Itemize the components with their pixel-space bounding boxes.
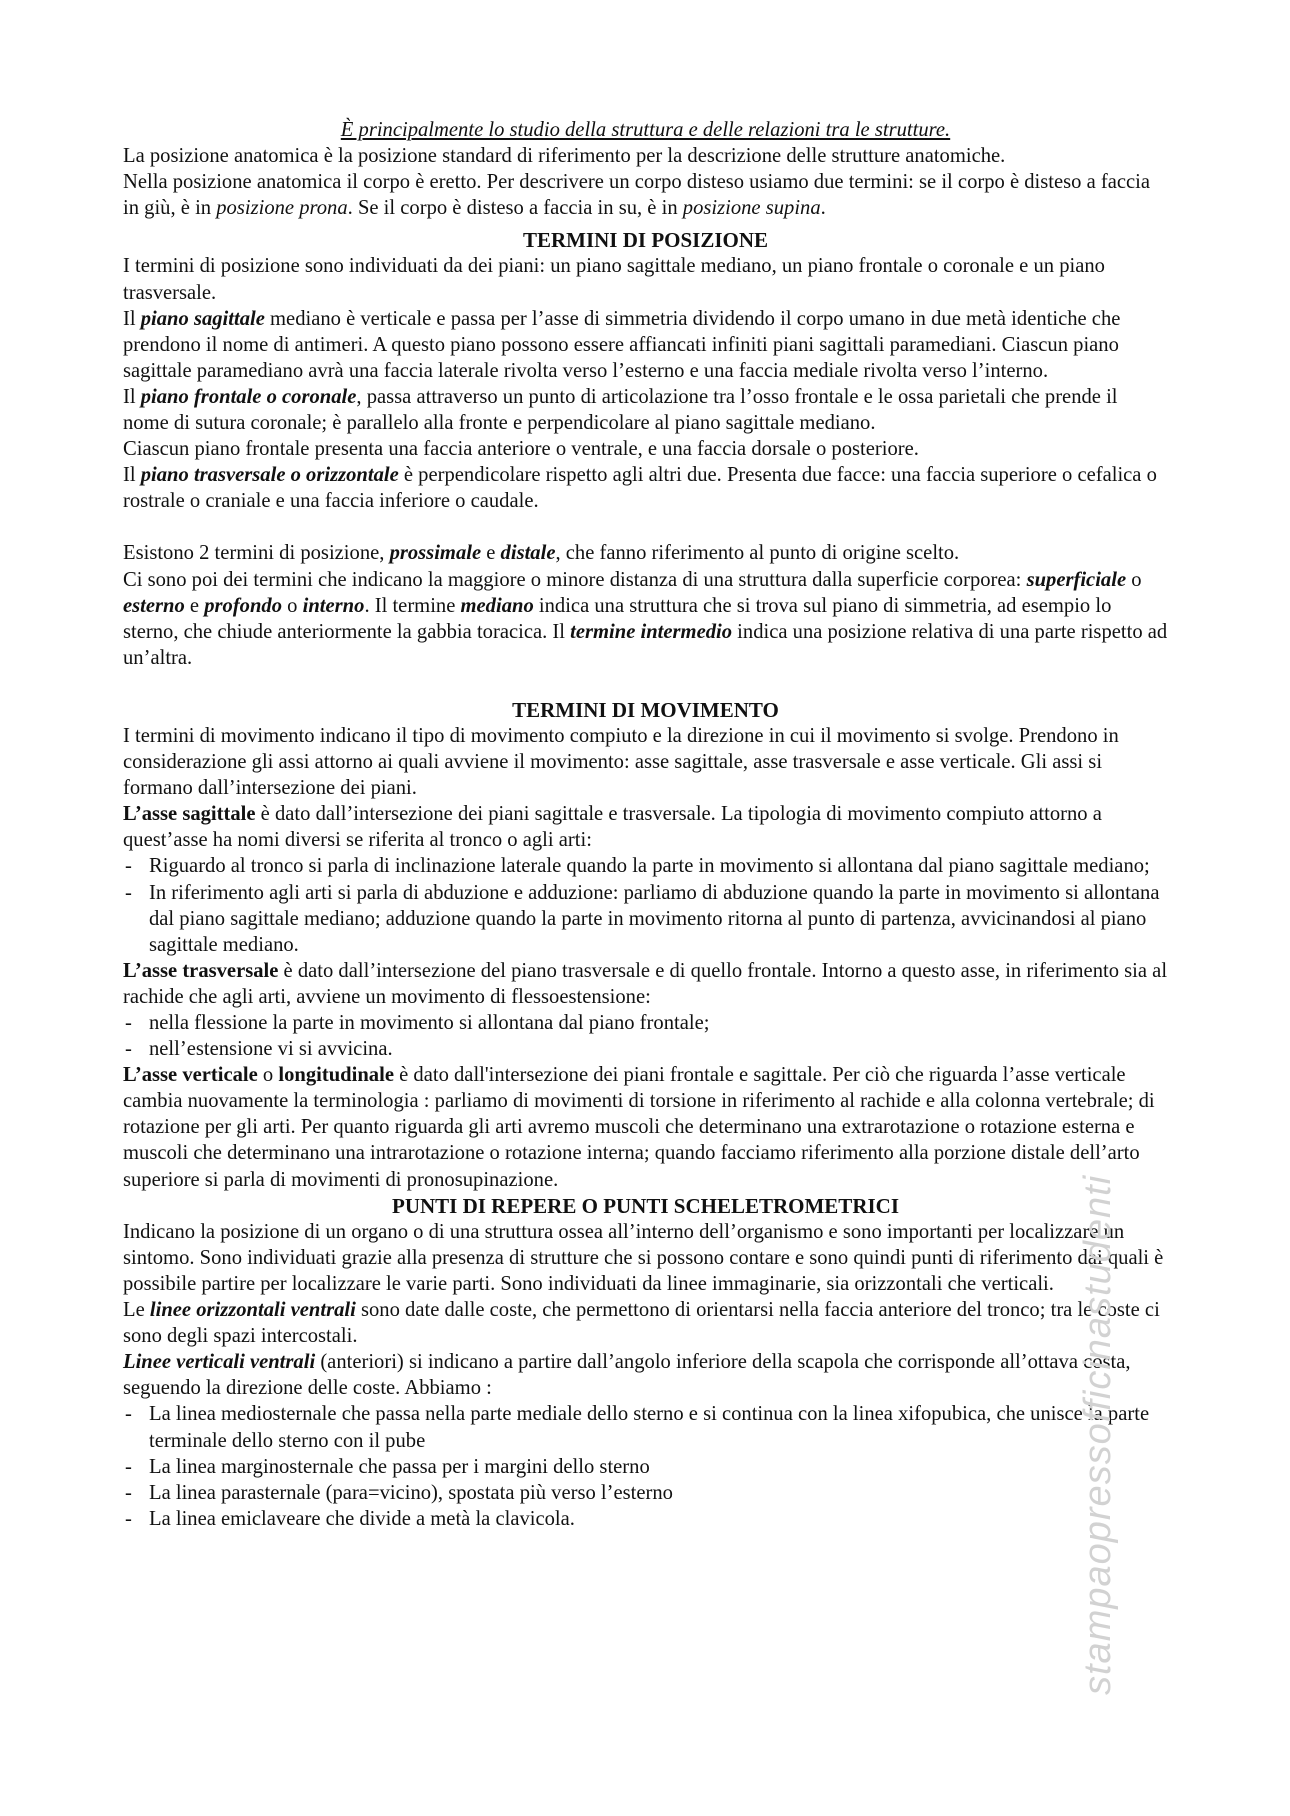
term-linee-verticali: Linee verticali ventrali bbox=[123, 1351, 316, 1374]
term-asse-verticale: L’asse verticale bbox=[123, 1064, 258, 1087]
posizione-paragraph-1: I termini di posizione sono individuati da dei piani: un piano sagittale mediano, un piano frontale o coronale e un piano trasversale. bbox=[123, 255, 1105, 304]
movimento-paragraph-sagittale: L’asse sagittale è dato dall’intersezione dei piani sagittale e trasversale. La tipologia di movimento compiuto attorno a quest’asse ha nomi diversi se riferita al tronco o agli arti: bbox=[123, 803, 1102, 852]
term-mediano: mediano bbox=[460, 594, 534, 617]
term-distale: distale bbox=[500, 542, 556, 565]
list-item: - Riguardo al tronco si parla di inclinazione laterale quando la parte in movimento si allontana dal piano sagittale mediano; bbox=[123, 853, 1168, 879]
list-item: - In riferimento agli arti si parla di abduzione e adduzione: parliamo di abduzione quando la parte in movimento si allontana dal piano sagittale mediano; adduzione quando la parte in movimento ritorna al punto di partenza, avvicinandosi al piano sagittale mediano. bbox=[123, 880, 1168, 958]
list-asse-trasversale bbox=[123, 1010, 1168, 1062]
term-asse-trasversale: L’asse trasversale bbox=[123, 959, 279, 982]
intro-paragraph-2: Nella posizione anatomica il corpo è eretto. Per descrivere un corpo disteso usiamo due termini: se il corpo è disteso a faccia in giù, è in posizione prona. Se il corpo è disteso a faccia in su, è in posizione supina. bbox=[123, 171, 1151, 220]
posizione-paragraph-frontale: Il piano frontale o coronale, passa attraverso un punto di articolazione tra l’osso frontale e le ossa parietali che prende il nome di sutura coronale; è parallelo alla fronte e perpendicolare al piano sagittale mediano. bbox=[123, 385, 1118, 435]
posizione-paragraph-prossimale: Esistono 2 termini di posizione, prossimale e distale, che fanno riferimento al punto di origine scelto. bbox=[123, 542, 960, 565]
term-supina: posizione supina bbox=[682, 197, 821, 220]
repere-paragraph-verticali: Linee verticali ventrali (anteriori) si indicano a partire dall’angolo inferiore della scapola che corrisponde all’ottava costa, seguendo la direzione delle coste. Abbiamo : bbox=[123, 1351, 1131, 1400]
repere-paragraph-1: Indicano la posizione di un organo o di una struttura ossea all’interno dell’organismo e sono importanti per localizzare un sintomo. Sono individuati grazie alla presenza di strutture che si possono contare e sono quindi punti di riferimento dai quali è possibile partire per localizzare le varie parti. Sono individuati da linee immaginarie, sia orizzontali che verticali. bbox=[123, 1220, 1164, 1295]
list-asse-sagittale bbox=[123, 853, 1168, 957]
list-item: - La linea emiclaveare che divide a metà la clavicola. bbox=[123, 1506, 1168, 1532]
term-asse-sagittale: L’asse sagittale bbox=[123, 803, 256, 826]
heading-termini-posizione: TERMINI DI POSIZIONE bbox=[522, 228, 769, 253]
document-page bbox=[123, 117, 1168, 1532]
term-esterno: esterno bbox=[123, 594, 185, 617]
movimento-paragraph-1: I termini di movimento indicano il tipo di movimento compiuto e la direzione in cui il movimento si svolge. Prendono in considerazione gli assi attorno ai quali avviene il movimento: asse sagittale, asse trasversale e asse verticale. Gli assi si formano dall’intersezione dei piani. bbox=[123, 724, 1119, 800]
intro-paragraph-1: La posizione anatomica è la posizione standard di riferimento per la descrizione delle strutture anatomiche. bbox=[123, 145, 1006, 168]
term-interno: interno bbox=[302, 594, 365, 617]
term-linee-orizzontali: linee orizzontali ventrali bbox=[149, 1299, 356, 1322]
term-prona: posizione prona bbox=[216, 197, 348, 220]
list-item: - La linea marginosternale che passa per i margini dello sterno bbox=[123, 1454, 1168, 1480]
list-item: - La linea mediosternale che passa nella parte mediale dello sterno e si continua con la linea xifopubica, che unisce la parte terminale dello sterno con il pube bbox=[123, 1401, 1168, 1453]
list-item: - nell’estensione vi si avvicina. bbox=[123, 1036, 1168, 1062]
term-profondo: profondo bbox=[204, 594, 283, 617]
term-intermedio: termine intermedio bbox=[570, 620, 733, 643]
list-linee bbox=[123, 1401, 1168, 1531]
movimento-paragraph-verticale: L’asse verticale o longitudinale è dato dall'intersezione dei piani frontale e sagittale. Per ciò che riguarda l’asse verticale cambia nuovamente la terminologia : parliamo di movimenti di torsione in riferimento al rachide e alla colonna vertebrale; di rotazione per gli arti. Per quanto riguarda gli arti avremo muscoli che determinano una extrarotazione o rotazione esterna e muscoli che determinano una intrarotazione o rotazione interna; quando facciamo riferimento alla porzione distale dell’arto superiore si parla di movimenti di pronosupinazione. bbox=[123, 1064, 1155, 1191]
posizione-paragraph-facce: Ciascun piano frontale presenta una faccia anteriore o ventrale, e una faccia dorsale o posteriore. bbox=[123, 438, 919, 461]
list-item: - La linea parasternale (para=vicino), spostata più verso l’esterno bbox=[123, 1480, 1168, 1506]
heading-punti-repere: PUNTI DI REPERE O PUNTI SCHELETROMETRICI bbox=[392, 1193, 899, 1218]
term-prossimale: prossimale bbox=[389, 542, 482, 565]
movimento-paragraph-trasversale: L’asse trasversale è dato dall’intersezione del piano trasversale e di quello frontale. Intorno a questo asse, in riferimento sia al rachide che agli arti, avviene un movimento di flessoestensione: bbox=[123, 959, 1168, 1008]
term-piano-sagittale: piano sagittale bbox=[140, 307, 265, 330]
term-longitudinale: longitudinale bbox=[278, 1064, 394, 1087]
posizione-paragraph-sagittale: Il piano sagittale mediano è verticale e passa per l’asse di simmetria dividendo il corpo umano in due metà identiche che prendono il nome di antimeri. A questo piano possono essere affiancati infiniti piani sagittali paramediani. Ciascun piano sagittale paramediano avrà una faccia laterale rivolta verso l’esterno e una faccia mediale rivolta verso l’interno. bbox=[123, 307, 1121, 382]
posizione-paragraph-superficiale: Ci sono poi dei termini che indicano la maggiore o minore distanza di una struttura dalla superficie corporea: superficiale o esterno e profondo o interno. Il termine mediano indica una struttura che si trova sul piano di simmetria, ad esempio lo sterno, che chiude anteriormente la gabbia toracica. Il termine intermedio indica una posizione relativa di una parte rispetto ad un’altra. bbox=[123, 568, 1168, 669]
term-superficiale: superficiale bbox=[1026, 568, 1127, 591]
term-piano-frontale: piano frontale o coronale bbox=[140, 385, 357, 408]
repere-paragraph-orizzontali: Le linee orizzontali ventrali sono date dalle coste, che permettono di orientarsi nella faccia anteriore del tronco; tra le coste ci sono degli spazi intercostali. bbox=[123, 1299, 1160, 1348]
watermark: stampaopressofficinastudenti bbox=[1077, 1174, 1119, 1695]
term-piano-trasversale: piano trasversale o orizzontale bbox=[140, 464, 399, 487]
document-subtitle: È principalmente lo studio della struttura e delle relazioni tra le strutture. bbox=[340, 119, 951, 141]
list-item: - nella flessione la parte in movimento si allontana dal piano frontale; bbox=[123, 1010, 1168, 1036]
heading-termini-movimento: TERMINI DI MOVIMENTO bbox=[512, 697, 779, 722]
posizione-paragraph-trasversale: Il piano trasversale o orizzontale è perpendicolare rispetto agli altri due. Presenta due facce: una faccia superiore o cefalica o rostrale o craniale e una faccia inferiore o caudale. bbox=[123, 464, 1157, 513]
